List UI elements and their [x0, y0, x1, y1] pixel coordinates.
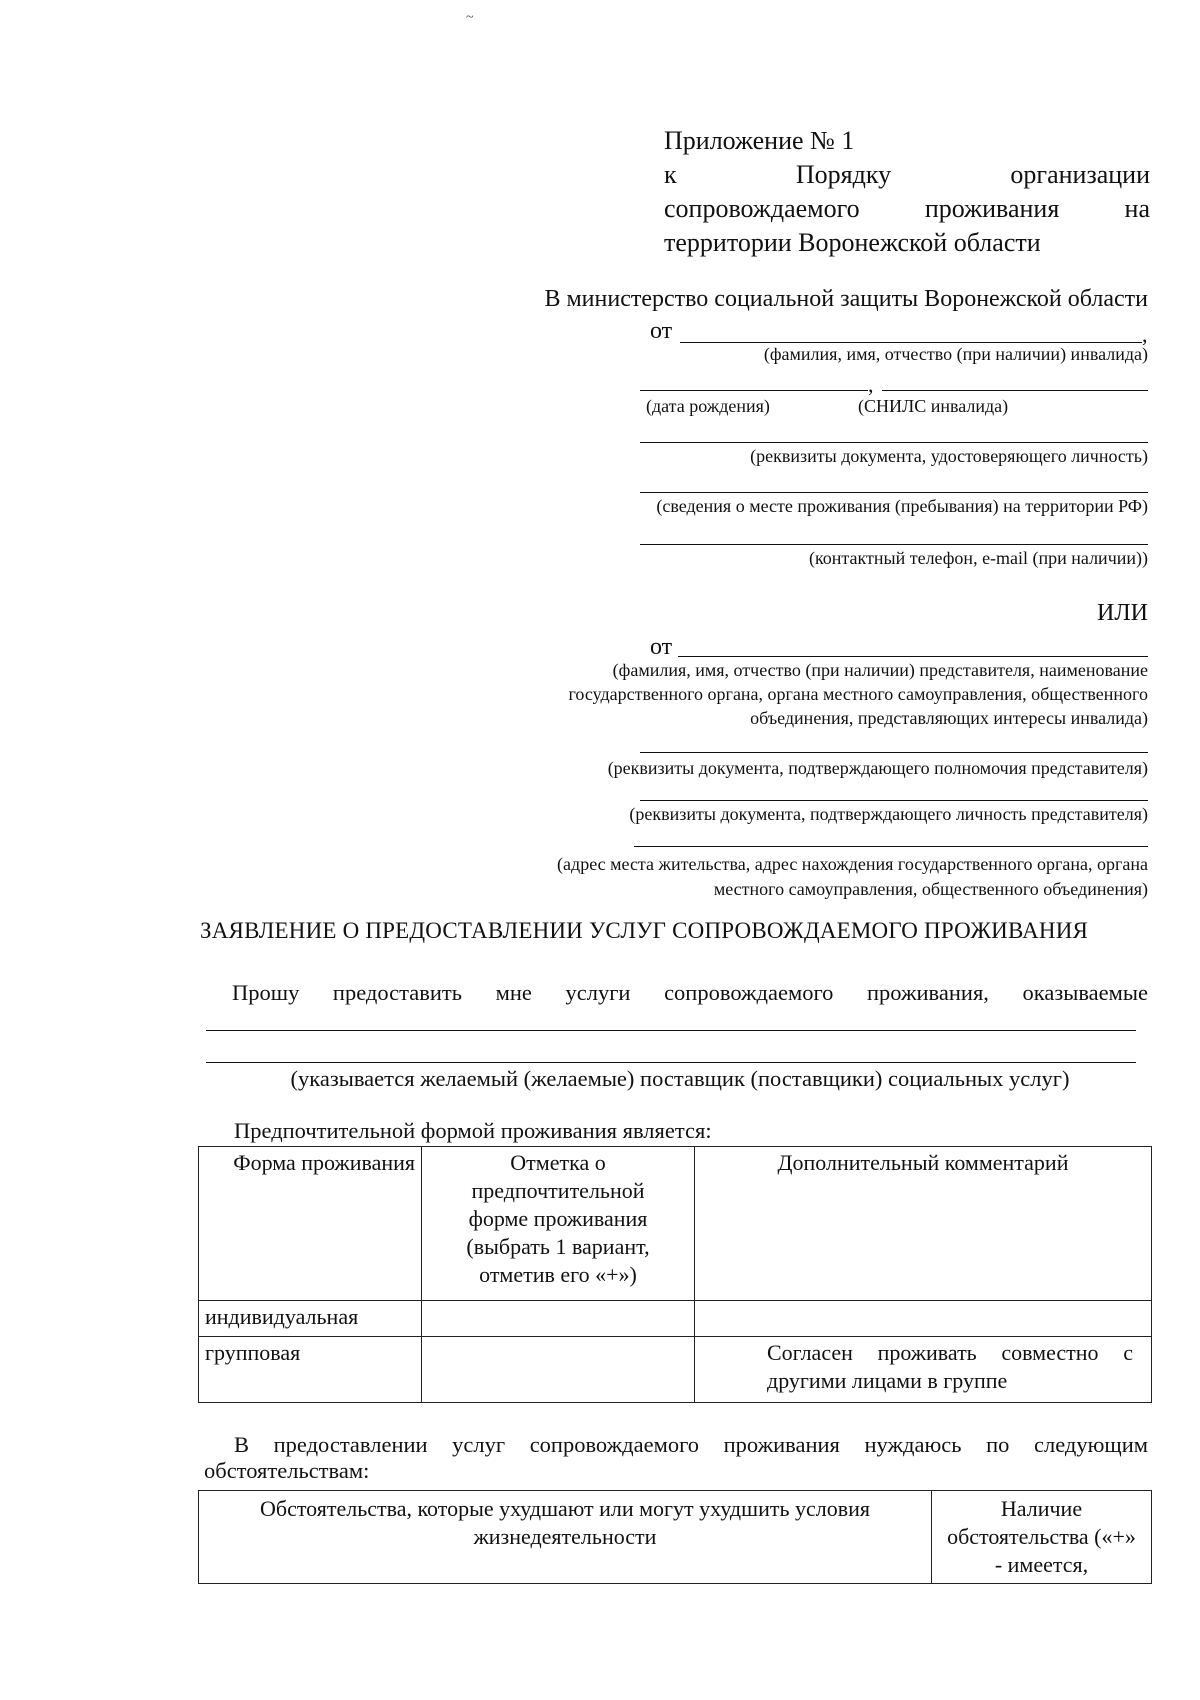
authority-doc-hint: (реквизиты документа, подтверждающего полномочия представителя) — [607, 758, 1148, 778]
representative-name-field[interactable] — [678, 656, 1148, 657]
header-mark: Отметка о предпочтительной форме проживания (выбрать 1 вариант, отметив его «+») — [422, 1147, 695, 1301]
table-header-row — [199, 1147, 1152, 1301]
preferred-form-intro: Предпочтительной формой проживания является: — [234, 1118, 712, 1143]
mark-cell[interactable] — [422, 1337, 695, 1403]
birth-date-hint: (дата рождения) — [646, 396, 770, 416]
table-row — [199, 1337, 1152, 1403]
appendix-header — [664, 124, 1150, 260]
address-field[interactable] — [634, 846, 1148, 847]
or-label: ИЛИ — [1097, 600, 1148, 626]
applicant-fio-hint: (фамилия, имя, отчество (при наличии) инвалида) — [763, 344, 1148, 364]
statement-title: ЗАЯВЛЕНИЕ О ПРЕДОСТАВЛЕНИИ УСЛУГ СОПРОВОЖДАЕМОГО ПРОЖИВАНИЯ — [200, 918, 1089, 943]
comment-cell — [695, 1301, 1152, 1337]
mark-cell[interactable] — [422, 1301, 695, 1337]
representative-from-label: от — [650, 634, 673, 660]
appendix-line-4: территории Воронежской области — [664, 228, 1041, 257]
snils-field[interactable] — [882, 390, 1148, 391]
birth-date-field[interactable] — [640, 390, 868, 391]
header-presence: Наличие обстоятельства («+» - имеется, — [932, 1491, 1152, 1584]
residence-field[interactable] — [640, 492, 1148, 493]
contact-hint: (контактный телефон, e-mail (при наличии)) — [808, 548, 1148, 568]
appendix-line-3: сопровождаемого проживания на — [664, 194, 1150, 223]
authority-doc-field[interactable] — [640, 752, 1148, 753]
identity-doc-field[interactable] — [640, 800, 1148, 801]
appendix-line-2: к Порядку организации — [664, 160, 1150, 189]
scan-mark: ~ — [466, 10, 474, 25]
contact-field[interactable] — [640, 544, 1148, 545]
circumstances-table — [198, 1490, 1152, 1584]
provider-line-1[interactable] — [206, 1030, 1136, 1031]
provider-hint: (указывается желаемый (желаемые) поставщик (поставщики) социальных услуг) — [290, 1066, 1070, 1091]
header-circumstance: Обстоятельства, которые ухудшают или могут ухудшить условия жизнедеятельности — [199, 1491, 932, 1584]
identity-doc-hint: (реквизиты документа, подтверждающего личность представителя) — [629, 804, 1148, 824]
id-doc-hint: (реквизиты документа, удостоверяющего личность) — [750, 446, 1148, 466]
residence-form-table — [198, 1146, 1152, 1403]
form-cell: групповая — [199, 1337, 422, 1403]
header-form: Форма проживания — [199, 1147, 422, 1301]
applicant-from-label: от — [650, 318, 673, 344]
table-row — [199, 1301, 1152, 1337]
residence-hint: (сведения о месте проживания (пребывания) на территории РФ) — [656, 496, 1148, 516]
representative-name-hint: (фамилия, имя, отчество (при наличии) представителя, наименование государственного органа, органа местного самоуправления, общественного объединения, представляющих интересы инвалида) — [568, 660, 1148, 728]
header-comment: Дополнительный комментарий — [695, 1147, 1152, 1301]
snils-hint: (СНИЛС инвалида) — [858, 396, 1009, 416]
comment-cell: Согласен проживать совместно с другими лицами в группе — [695, 1337, 1152, 1403]
table-header-row — [199, 1491, 1152, 1584]
id-doc-field[interactable] — [640, 442, 1148, 443]
applicant-fio-comma: , — [1142, 322, 1148, 347]
address-hint: (адрес места жительства, адрес нахождения государственного органа, органа местного самоуправления, общественного объединения) — [557, 854, 1148, 899]
circumstances-intro: В предоставлении услуг сопровождаемого проживания нуждаюсь по следующим обстоятельствам: — [204, 1432, 1148, 1483]
request-text: Прошу предоставить мне услуги сопровождаемого проживания, оказываемые — [232, 980, 1148, 1005]
provider-line-2[interactable] — [206, 1062, 1136, 1063]
form-cell: индивидуальная — [199, 1301, 422, 1337]
applicant-fio-field[interactable] — [680, 342, 1142, 343]
birth-snils-comma: , — [868, 372, 874, 397]
addressee: В министерство социальной защиты Воронежской области — [544, 286, 1148, 312]
appendix-number: Приложение № 1 — [664, 126, 855, 155]
